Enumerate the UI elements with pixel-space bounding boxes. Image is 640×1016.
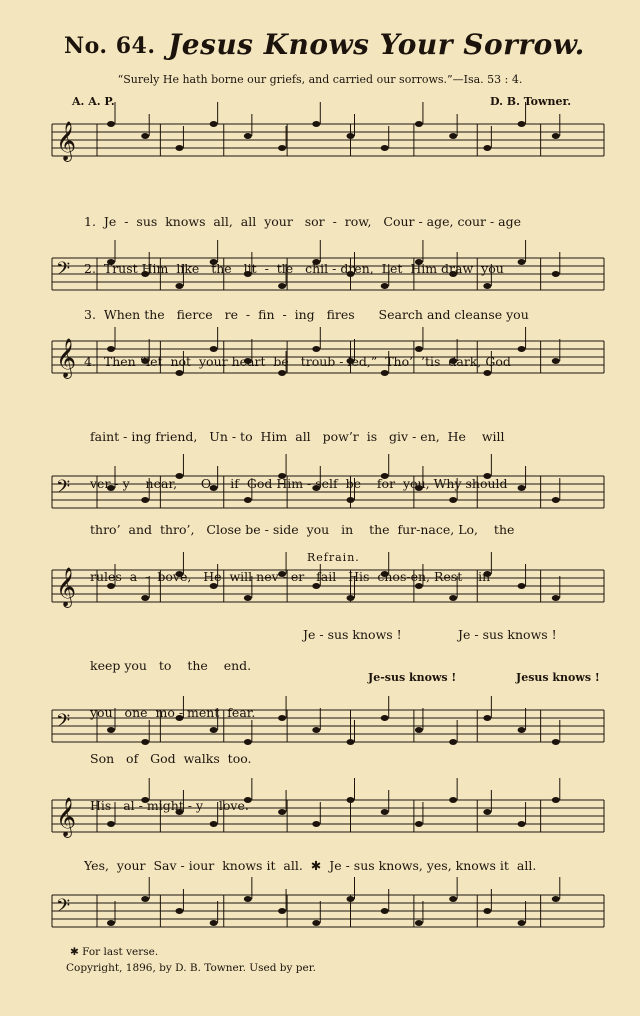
verse-3-line-1: 3. When the fierce re - fin - ing fires Search and cleanse you xyxy=(84,307,529,322)
svg-text:𝄢: 𝄢 xyxy=(56,896,71,921)
svg-text:𝄢: 𝄢 xyxy=(56,259,71,284)
footnote: ✱ For last verse. xyxy=(70,946,159,958)
music-composer: D. B. Towner. xyxy=(490,95,572,108)
svg-text:𝄢: 𝄢 xyxy=(56,477,71,502)
refrain-soprano-1: Je - sus knows ! xyxy=(303,627,402,642)
verse-3-line-3: Son of God walks too. xyxy=(90,751,252,766)
refrain-bass-2: Jesus knows ! xyxy=(516,671,600,684)
verse-1-line-2: faint - ing friend, Un - to Him all pow’r is giv - en, He will xyxy=(90,429,505,444)
verse-2-line-2: ver - y near, O, if God Him - self be for you, Why should xyxy=(90,475,508,491)
verse-2-line-3: you one mo - ment fear. xyxy=(90,704,256,720)
refrain-bass-1: Je-sus knows ! xyxy=(368,671,457,684)
copyright: Copyright, 1896, by D. B. Towner. Used by per. xyxy=(66,962,316,974)
verse-3-line-2: thro’ and thro’, Close be - side you in the fur-nace, Lo, the xyxy=(90,522,515,537)
refrain-soprano-2: Je - sus knows ! xyxy=(458,627,557,642)
system1-lyrics xyxy=(84,183,529,400)
svg-text:𝄢: 𝄢 xyxy=(56,711,71,736)
svg-text:𝄞: 𝄞 xyxy=(56,797,77,837)
words-author: A. A. P. xyxy=(72,95,115,108)
verse-4-line-3: His al - might - y love. xyxy=(90,797,249,813)
verse-4-line-1: 4. Then “let not your heart be troub - led,” Tho’ ’tis dark, God xyxy=(84,353,511,369)
hymn-title: Jesus Knows Your Sorrow. xyxy=(168,28,585,61)
system3-lyrics xyxy=(90,627,255,844)
verse-2-line-1: 2. Trust Him like the lit - tle chil - dren, Let Him draw you xyxy=(84,260,504,276)
svg-text:𝄞: 𝄞 xyxy=(56,338,77,378)
verse-1-line-3: keep you to the end. xyxy=(90,658,252,673)
refrain-label: Refrain. xyxy=(307,551,360,564)
hymn-number: No. 64. xyxy=(64,33,156,59)
verse-1-line-1: 1. Je - sus knows all, all your sor - row, Cour - age, cour - age xyxy=(84,214,522,229)
scripture-epigraph: “Surely He hath borne our griefs, and carried our sorrows.”—Isa. 53 : 4. xyxy=(117,73,523,86)
svg-text:𝄞: 𝄞 xyxy=(56,567,77,607)
system2-lyrics xyxy=(90,398,514,615)
svg-text:𝄞: 𝄞 xyxy=(56,121,77,161)
refrain-final-line: Yes, your Sav - iour knows it all. ✱ Je - sus knows, yes, knows it all. xyxy=(84,858,537,873)
verse-4-line-2: rules a - bove, He will nev - er fail His chos-en, Rest in xyxy=(90,568,491,584)
